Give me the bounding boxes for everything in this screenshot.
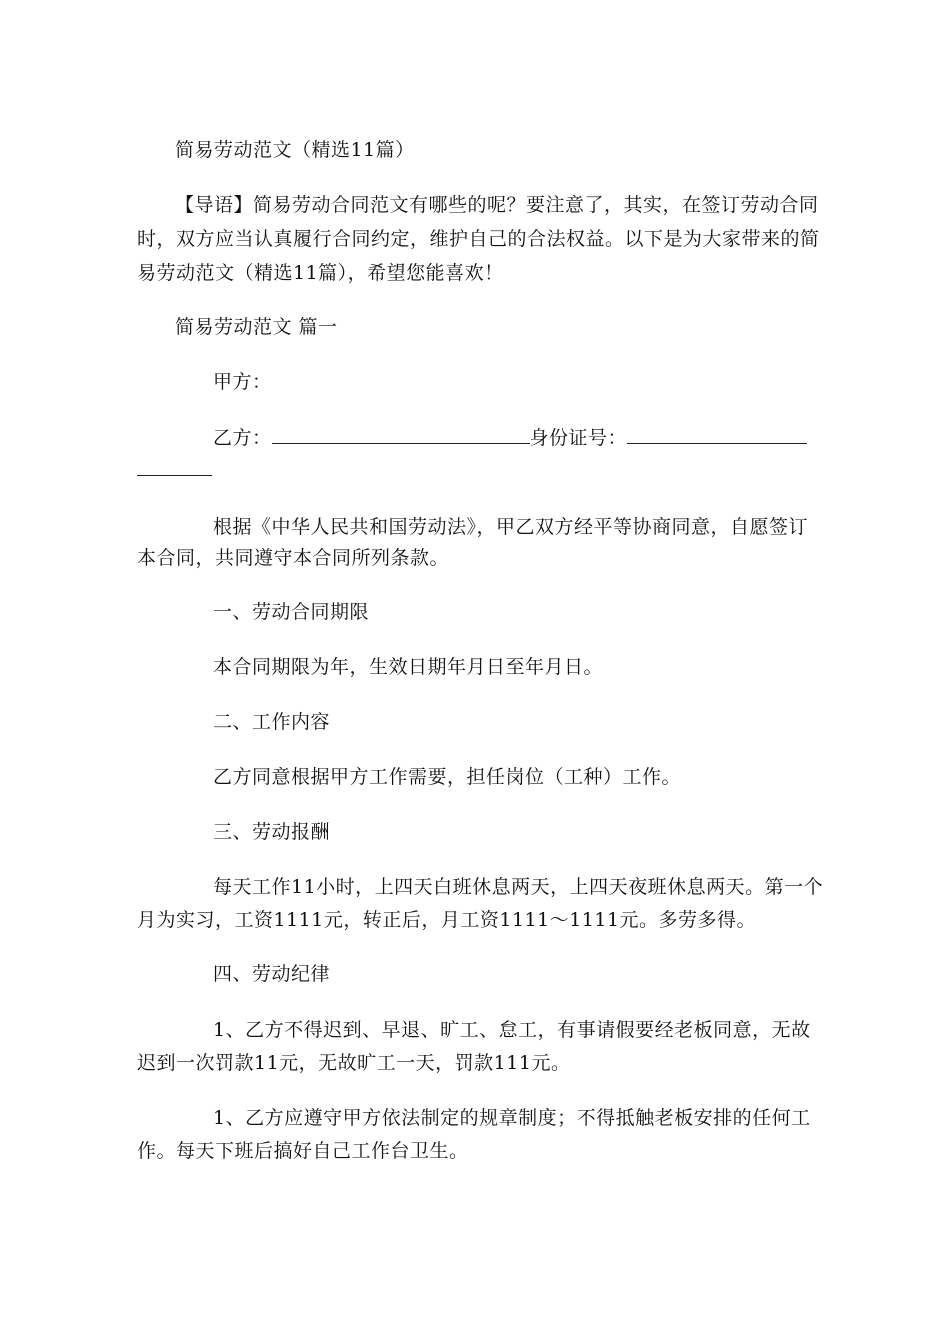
party-b-row <box>213 427 807 449</box>
clause-3-body-line-2: 月为实习，工资1111元，转正后，月工资1111～1111元。多劳多得。 <box>137 909 757 931</box>
clause-1-title: 一、劳动合同期限 <box>213 601 370 623</box>
party-b-label: 乙方： <box>213 427 272 449</box>
clause-3-title: 三、劳动报酬 <box>213 821 331 843</box>
party-a-label: 甲方： <box>213 371 272 393</box>
id-number-label: 身份证号： <box>529 427 628 449</box>
party-b-blank <box>272 427 530 444</box>
document-title: 简易劳动范文（精选11篇） <box>175 139 415 161</box>
clause-4-item-1-line-2: 迟到一次罚款11元，无故旷工一天，罚款111元。 <box>137 1052 571 1074</box>
clause-2-body: 乙方同意根据甲方工作需要，担任岗位（工种）工作。 <box>213 766 682 788</box>
id-number-blank <box>627 427 807 444</box>
clause-4-title: 四、劳动纪律 <box>213 963 331 985</box>
section-heading: 简易劳动范文 篇一 <box>175 316 338 338</box>
preamble-line-2: 本合同，共同遵守本合同所列条款。 <box>137 547 450 569</box>
intro-line-3: 易劳动范文（精选11篇），希望您能喜欢！ <box>137 262 504 284</box>
intro-line-1: 【导语】简易劳动合同范文有哪些的呢？要注意了，其实，在签订劳动合同 <box>175 194 819 216</box>
clause-3-body-line-1: 每天工作11小时，上四天白班休息两天，上四天夜班休息两天。第一个 <box>213 876 824 898</box>
clause-4-item-1-line-1: 1、乙方不得迟到、早退、旷工、怠工，有事请假要经老板同意，无故 <box>213 1019 811 1041</box>
preamble-line-1: 根据《中华人民共和国劳动法》，甲乙双方经平等协商同意，自愿签订 <box>213 516 809 538</box>
id-number-blank-continued <box>137 475 212 476</box>
clause-4-item-2-line-1: 1、乙方应遵守甲方依法制定的规章制度；不得抵触老板安排的任何工 <box>213 1107 811 1129</box>
clause-2-title: 二、工作内容 <box>213 711 331 733</box>
clause-1-body: 本合同期限为年，生效日期年月日至年月日。 <box>213 656 604 678</box>
clause-4-item-2-line-2: 作。每天下班后搞好自己工作台卫生。 <box>137 1140 469 1162</box>
intro-line-2: 时，双方应当认真履行合同约定，维护自己的合法权益。以下是为大家带来的简 <box>137 228 820 250</box>
